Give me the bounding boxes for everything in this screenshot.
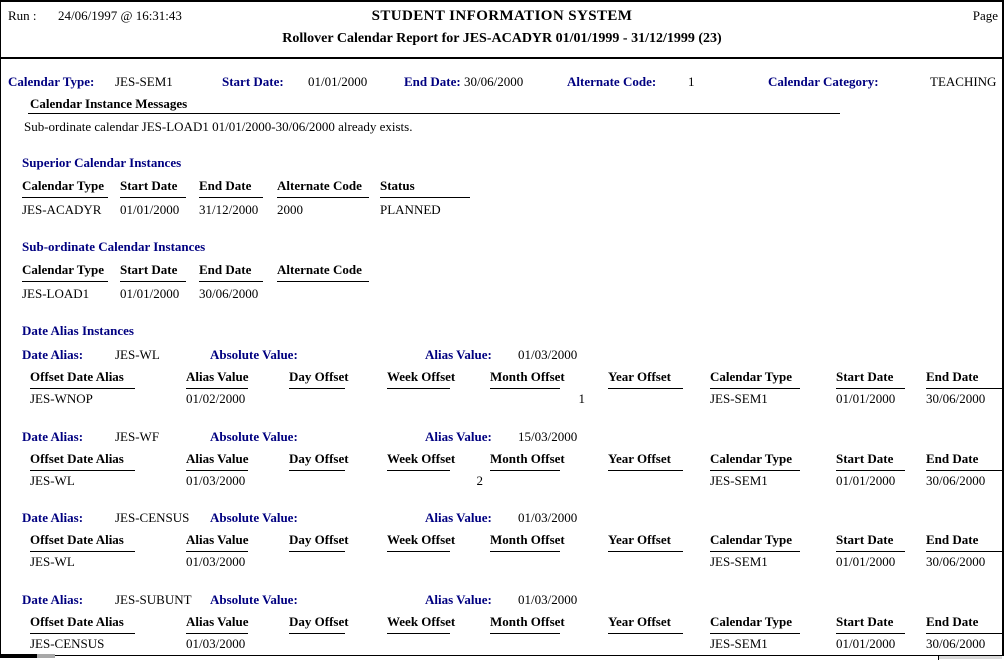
superior-col-calendar-type: Calendar Type <box>22 178 108 198</box>
superior-start-date: 01/01/2000 <box>120 202 180 217</box>
date-alias-heading: Date Alias Instances <box>22 323 134 338</box>
subordinate-heading-row <box>0 239 1004 259</box>
alias-value-label: Alias Value: <box>425 347 492 362</box>
absolute-value-label: Absolute Value: <box>210 592 298 607</box>
col-end-date: End Date <box>926 451 1002 471</box>
col-calendar-type: Calendar Type <box>710 369 800 389</box>
subordinate-calendar-type: JES-LOAD1 <box>22 286 90 301</box>
subordinate-col-start-date: Start Date <box>120 262 186 282</box>
date-alias-label: Date Alias: <box>22 510 84 525</box>
subordinate-col-alternate-code: Alternate Code <box>277 262 369 282</box>
calendar-category-value: TEACHING <box>930 74 997 89</box>
superior-heading-row <box>0 155 1004 175</box>
calendar-type: JES-SEM1 <box>710 554 768 569</box>
offset-date-alias: JES-WL <box>30 554 75 569</box>
superior-end-date: 31/12/2000 <box>199 202 259 217</box>
calendar-type: JES-SEM1 <box>710 636 768 651</box>
messages-underline <box>28 113 840 114</box>
date-alias-label-row <box>0 510 1004 530</box>
page-label: Page <box>972 8 998 23</box>
subordinate-col-calendar-type: Calendar Type <box>22 262 108 282</box>
date-alias-label: Date Alias: <box>22 429 84 444</box>
report-subtitle-row <box>0 31 1004 51</box>
superior-calendar-type: JES-ACADYR <box>22 202 102 217</box>
col-month-offset: Month Offset <box>490 532 560 552</box>
start-date: 01/01/2000 <box>836 391 896 406</box>
col-alias-value: Alias Value <box>186 614 248 634</box>
offset-date-alias: JES-CENSUS <box>30 636 105 651</box>
col-offset-date-alias: Offset Date Alias <box>30 451 135 471</box>
col-week-offset: Week Offset <box>387 614 450 634</box>
date-alias-table-row <box>0 636 1004 656</box>
start-date: 01/01/2000 <box>836 473 896 488</box>
bottom-edge-tail <box>939 656 1002 659</box>
alias-value-value: 01/03/2000 <box>518 592 578 607</box>
end-date-value: 30/06/2000 <box>464 74 524 89</box>
start-date: 01/01/2000 <box>836 636 896 651</box>
superior-status: PLANNED <box>380 202 441 217</box>
col-month-offset: Month Offset <box>490 369 560 389</box>
col-day-offset: Day Offset <box>289 451 345 471</box>
superior-col-end-date: End Date <box>199 178 263 198</box>
superior-col-start-date: Start Date <box>120 178 186 198</box>
report-title: STUDENT INFORMATION SYSTEM <box>371 8 633 24</box>
col-year-offset: Year Offset <box>608 369 683 389</box>
calendar-type: JES-SEM1 <box>710 391 768 406</box>
subordinate-end-date: 30/06/2000 <box>199 286 259 301</box>
col-end-date: End Date <box>926 532 1002 552</box>
date-alias-header-row <box>0 369 1004 391</box>
page-top-border <box>0 0 1004 2</box>
col-year-offset: Year Offset <box>608 451 683 471</box>
message-row <box>0 119 1004 139</box>
col-year-offset: Year Offset <box>608 614 683 634</box>
calendar-type-value: JES-SEM1 <box>115 74 173 89</box>
date-alias-label-row <box>0 347 1004 367</box>
date-alias-header-row <box>0 451 1004 473</box>
alias-value-label: Alias Value: <box>425 429 492 444</box>
date-alias-label-row <box>0 592 1004 612</box>
absolute-value-label: Absolute Value: <box>210 510 298 525</box>
alias-value: 01/03/2000 <box>186 473 246 488</box>
col-start-date: Start Date <box>836 369 905 389</box>
subordinate-header-row <box>0 262 1004 284</box>
col-month-offset: Month Offset <box>490 451 560 471</box>
col-alias-value: Alias Value <box>186 451 248 471</box>
date-alias-value: JES-SUBUNT <box>115 592 192 607</box>
date-alias-label: Date Alias: <box>22 347 84 362</box>
month-offset: 1 <box>578 391 585 406</box>
col-offset-date-alias: Offset Date Alias <box>30 369 135 389</box>
date-alias-label-row <box>0 429 1004 449</box>
alternate-code-label: Alternate Code: <box>567 74 657 89</box>
run-timestamp: 24/06/1997 @ 16:31:43 <box>58 8 182 23</box>
col-day-offset: Day Offset <box>289 614 345 634</box>
message-text: Sub-ordinate calendar JES-LOAD1 01/01/2000-30/06/2000 already exists. <box>24 119 413 134</box>
col-offset-date-alias: Offset Date Alias <box>30 614 135 634</box>
superior-table-row <box>0 202 1004 222</box>
alias-value: 01/03/2000 <box>186 636 246 651</box>
col-calendar-type: Calendar Type <box>710 451 800 471</box>
col-calendar-type: Calendar Type <box>710 614 800 634</box>
header-separator <box>0 57 1004 59</box>
calendar-type-label: Calendar Type: <box>8 74 95 89</box>
date-alias-value: JES-WL <box>115 347 160 362</box>
superior-col-alternate-code: Alternate Code <box>277 178 369 198</box>
col-week-offset: Week Offset <box>387 451 450 471</box>
offset-date-alias: JES-WL <box>30 473 75 488</box>
end-date: 30/06/2000 <box>926 636 986 651</box>
superior-heading: Superior Calendar Instances <box>22 155 182 170</box>
col-day-offset: Day Offset <box>289 532 345 552</box>
start-date-value: 01/01/2000 <box>308 74 368 89</box>
bottom-edge-thick-segment <box>0 654 37 658</box>
col-year-offset: Year Offset <box>608 532 683 552</box>
col-alias-value: Alias Value <box>186 532 248 552</box>
date-alias-header-row <box>0 614 1004 636</box>
col-end-date: End Date <box>926 369 1002 389</box>
calendar-category-label: Calendar Category: <box>768 74 879 89</box>
col-start-date: Start Date <box>836 614 905 634</box>
alias-value-label: Alias Value: <box>425 510 492 525</box>
calendar-info-row <box>0 74 1004 94</box>
col-week-offset: Week Offset <box>387 369 450 389</box>
superior-col-status: Status <box>380 178 470 198</box>
date-alias-header-row <box>0 532 1004 554</box>
alternate-code-value: 1 <box>688 74 695 89</box>
col-alias-value: Alias Value <box>186 369 248 389</box>
report-subtitle: Rollover Calendar Report for JES-ACADYR 01/01/1999 - 31/12/1999 (23) <box>282 31 722 46</box>
date-alias-label: Date Alias: <box>22 592 84 607</box>
col-end-date: End Date <box>926 614 1002 634</box>
date-alias-heading-row <box>0 323 1004 343</box>
absolute-value-label: Absolute Value: <box>210 429 298 444</box>
calendar-type: JES-SEM1 <box>710 473 768 488</box>
end-date: 30/06/2000 <box>926 554 986 569</box>
date-alias-table-row <box>0 391 1004 411</box>
date-alias-value: JES-WF <box>115 429 160 444</box>
col-start-date: Start Date <box>836 532 905 552</box>
col-day-offset: Day Offset <box>289 369 345 389</box>
end-date-label: End Date: <box>404 74 461 89</box>
alias-value: 01/02/2000 <box>186 391 246 406</box>
alias-value: 01/03/2000 <box>186 554 246 569</box>
date-alias-value: JES-CENSUS <box>115 510 190 525</box>
offset-date-alias: JES-WNOP <box>30 391 93 406</box>
alias-value-value: 15/03/2000 <box>518 429 578 444</box>
subordinate-start-date: 01/01/2000 <box>120 286 180 301</box>
messages-heading: Calendar Instance Messages <box>30 96 188 111</box>
col-offset-date-alias: Offset Date Alias <box>30 532 135 552</box>
alias-value-value: 01/03/2000 <box>518 347 578 362</box>
report-banner <box>0 8 1004 28</box>
run-label: Run : <box>8 8 37 23</box>
end-date: 30/06/2000 <box>926 391 986 406</box>
start-date-label: Start Date: <box>222 74 284 89</box>
absolute-value-label: Absolute Value: <box>210 347 298 362</box>
week-offset: 2 <box>476 473 483 488</box>
bottom-edge-line <box>0 655 1004 656</box>
col-calendar-type: Calendar Type <box>710 532 800 552</box>
bottom-edge-gray-segment <box>37 654 55 658</box>
subordinate-heading: Sub-ordinate Calendar Instances <box>22 239 206 254</box>
col-start-date: Start Date <box>836 451 905 471</box>
col-week-offset: Week Offset <box>387 532 450 552</box>
subordinate-table-row <box>0 286 1004 306</box>
col-month-offset: Month Offset <box>490 614 560 634</box>
end-date: 30/06/2000 <box>926 473 986 488</box>
date-alias-table-row <box>0 473 1004 493</box>
date-alias-table-row <box>0 554 1004 574</box>
subordinate-col-end-date: End Date <box>199 262 263 282</box>
alias-value-value: 01/03/2000 <box>518 510 578 525</box>
alias-value-label: Alias Value: <box>425 592 492 607</box>
start-date: 01/01/2000 <box>836 554 896 569</box>
superior-header-row <box>0 178 1004 200</box>
superior-alternate-code: 2000 <box>277 202 303 217</box>
